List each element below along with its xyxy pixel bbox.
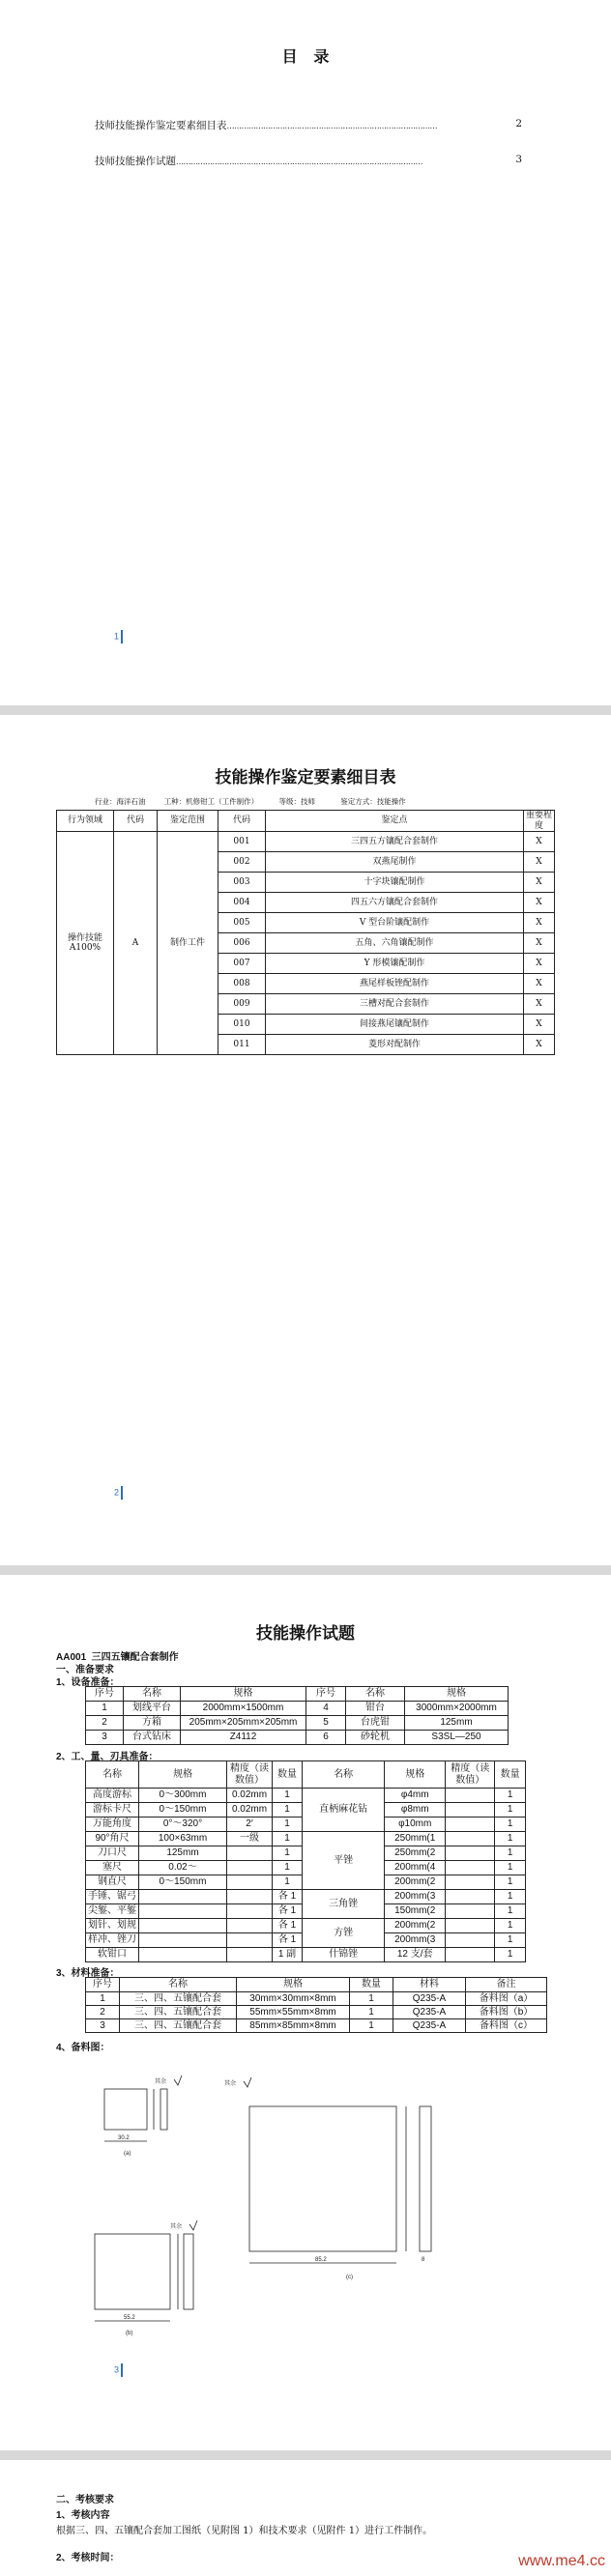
cell: 三、四、五镶配合套 — [120, 1992, 237, 2006]
cell: 1 — [495, 1904, 526, 1919]
rough-note-a: 其余 — [155, 2079, 167, 2085]
col-header: 规格 — [385, 1761, 446, 1789]
cell: 1 — [495, 1875, 526, 1890]
cell: 125mm — [405, 1716, 509, 1731]
point-name: 四五六方镶配合套制作 — [266, 893, 524, 913]
fig-label-a: (a) — [124, 2151, 131, 2157]
cell: 1 — [495, 1832, 526, 1846]
cell: 2 — [86, 1716, 124, 1731]
cell: 2 — [86, 2006, 120, 2019]
scope-cell: 制作工件 — [158, 832, 218, 1055]
cell: 样冲、锉刀 — [86, 1933, 139, 1948]
section-heading: 1、考核内容 — [56, 2510, 110, 2521]
cell: 200mm(3 — [385, 1933, 446, 1948]
cell: 1 — [273, 1875, 303, 1890]
cell: 85mm×85mm×8mm — [237, 2019, 350, 2033]
cell: 200mm(2 — [385, 1919, 446, 1933]
col-header: 材料 — [393, 1978, 466, 1992]
cell: 100×63mm — [139, 1832, 227, 1846]
col-header: 数量 — [273, 1761, 303, 1789]
point-name: 三槽对配合套制作 — [266, 994, 524, 1015]
cell: φ8mm — [385, 1803, 446, 1818]
cell: 台虎钳 — [346, 1716, 405, 1731]
cell: 4 — [306, 1702, 346, 1716]
point-level: X — [524, 832, 555, 852]
cell: 软钳口 — [86, 1948, 139, 1962]
domain-code-cell: A — [114, 832, 158, 1055]
cell: 0～300mm — [139, 1789, 227, 1803]
point-level: X — [524, 873, 555, 893]
detail-table — [56, 810, 555, 1055]
col-header: 代码 — [114, 811, 158, 832]
point-level: X — [524, 994, 555, 1015]
col-header: 序号 — [306, 1687, 346, 1702]
dim-30: 30.2 — [118, 2135, 130, 2141]
stock-b-front — [95, 2234, 170, 2309]
cell: 3 — [86, 1731, 124, 1745]
toc-entry-page: 3 — [515, 154, 522, 165]
col-header: 名称 — [303, 1761, 385, 1789]
point-name: 双燕尾制作 — [266, 852, 524, 873]
tool-group: 直柄麻花钻 — [303, 1789, 385, 1832]
cell: 55mm×55mm×8mm — [237, 2006, 350, 2019]
page-separator — [0, 705, 611, 715]
point-level: X — [524, 933, 555, 954]
page-separator — [0, 1565, 611, 1575]
cell: 0°～320° — [139, 1818, 227, 1832]
cell: 3000mm×2000mm — [405, 1702, 509, 1716]
cell: 1 — [273, 1818, 303, 1832]
cell: 6 — [306, 1731, 346, 1745]
point-code: 001 — [218, 832, 266, 852]
cell: 205mm×205mm×205mm — [181, 1716, 306, 1731]
point-code: 007 — [218, 954, 266, 974]
point-level: X — [524, 1035, 555, 1055]
col-header: 鉴定点 — [266, 811, 524, 832]
cell: 1 — [495, 1919, 526, 1933]
cell: 1 — [495, 1948, 526, 1962]
toc-entry-page: 2 — [515, 118, 522, 129]
cell: 1 — [495, 1861, 526, 1875]
domain-cell: 操作技能 A100% — [57, 832, 114, 1055]
cell: 钳台 — [346, 1702, 405, 1716]
cell: 1 — [273, 1803, 303, 1818]
col-header: 代码 — [218, 811, 266, 832]
cell: 150mm(2 — [385, 1904, 446, 1919]
page-number: 3 — [114, 2363, 123, 2377]
col-header: 名称 — [124, 1687, 181, 1702]
point-code: 008 — [218, 974, 266, 994]
toc-entry[interactable] — [95, 118, 522, 131]
cell: 200mm(3 — [385, 1890, 446, 1904]
cell: 1 — [273, 1789, 303, 1803]
cell: S3SL—250 — [405, 1731, 509, 1745]
cell: 2′ — [227, 1818, 273, 1832]
cell: 250mm(1 — [385, 1832, 446, 1846]
col-header: 鉴定范围 — [158, 811, 218, 832]
cell: 30mm×30mm×8mm — [237, 1992, 350, 2006]
cell: 1 — [495, 1846, 526, 1861]
col-header: 序号 — [86, 1978, 120, 1992]
cell: 高度游标 — [86, 1789, 139, 1803]
cell: φ10mm — [385, 1818, 446, 1832]
cell: 0～150mm — [139, 1803, 227, 1818]
cell: 3 — [86, 2019, 120, 2033]
col-header: 备注 — [466, 1978, 547, 1992]
toc-entry-dots: ………………………………………………………………………………………… — [176, 157, 422, 166]
cell: 200mm(2 — [385, 1875, 446, 1890]
stock-c-side — [420, 2106, 431, 2251]
cell: 塞尺 — [86, 1861, 139, 1875]
col-header: 规格 — [405, 1687, 509, 1702]
cell: 1 — [86, 1702, 124, 1716]
cell: 各 1 — [273, 1890, 303, 1904]
stock-a-front — [104, 2089, 147, 2130]
cell: 尖錾、平錾 — [86, 1904, 139, 1919]
point-level: X — [524, 852, 555, 873]
cell: Q235-A — [393, 1992, 466, 2006]
dim-85: 85.2 — [315, 2257, 327, 2263]
cell: 5 — [306, 1716, 346, 1731]
point-code: 002 — [218, 852, 266, 873]
col-header: 规格 — [139, 1761, 227, 1789]
page-number: 2 — [114, 1486, 123, 1500]
page-exam — [0, 1575, 611, 2450]
exam-content-text: 根据三、四、五镶配合套加工图纸（见附图 1）和技术要求（见附件 1）进行工件制作。 — [56, 2526, 433, 2536]
cell: φ4mm — [385, 1789, 446, 1803]
cell: 1 — [273, 1832, 303, 1846]
tool-group: 平锉 — [303, 1832, 385, 1890]
cell: 0～150mm — [139, 1875, 227, 1890]
col-header: 序号 — [86, 1687, 124, 1702]
point-code: 005 — [218, 913, 266, 933]
point-level: X — [524, 893, 555, 913]
toc-entry-dots: …………………………………………………………………………… — [226, 122, 437, 130]
cell: 250mm(2 — [385, 1846, 446, 1861]
fig-label-c: (c) — [346, 2275, 353, 2280]
point-code: 006 — [218, 933, 266, 954]
watermark: www.me4.cc — [518, 2553, 605, 2569]
toc-entry-label: 技师技能操作鉴定要素细目表 — [95, 120, 227, 131]
cell: 划针、划规 — [86, 1919, 139, 1933]
point-name: Y 形模镶配制作 — [266, 954, 524, 974]
page-separator — [0, 2450, 611, 2460]
exam-item-title: AA001 三四五镶配合套制作 — [56, 1652, 179, 1663]
cell: 1 — [86, 1992, 120, 2006]
col-header: 名称 — [120, 1978, 237, 1992]
tool-group: 三角锉 — [303, 1890, 385, 1919]
point-level: X — [524, 954, 555, 974]
cell: 1 — [495, 1818, 526, 1832]
section-heading: 一、准备要求 — [56, 1665, 114, 1675]
cell: Q235-A — [393, 2019, 466, 2033]
page-number: 1 — [114, 630, 123, 644]
col-header: 精度（读数值） — [227, 1761, 273, 1789]
toc-entry[interactable] — [95, 154, 522, 167]
point-name: V 型台阶镶配制作 — [266, 913, 524, 933]
cell: 1 — [350, 2006, 393, 2019]
point-code: 003 — [218, 873, 266, 893]
stock-b-side — [184, 2234, 193, 2309]
point-code: 011 — [218, 1035, 266, 1055]
point-name: 燕尾样板锉配制作 — [266, 974, 524, 994]
fig-label-b: (b) — [126, 2331, 133, 2336]
cell: 0.02mm — [227, 1789, 273, 1803]
cell: 125mm — [139, 1846, 227, 1861]
col-header: 名称 — [86, 1761, 139, 1789]
cell: 1 — [273, 1861, 303, 1875]
cell: 各 1 — [273, 1904, 303, 1919]
dim-55: 55.2 — [124, 2315, 135, 2321]
rough-note-b: 其余 — [170, 2224, 183, 2230]
cell: 各 1 — [273, 1919, 303, 1933]
cell: 1 — [495, 1933, 526, 1948]
col-header: 名称 — [346, 1687, 405, 1702]
col-header: 数量 — [350, 1978, 393, 1992]
cell: 万能角度 — [86, 1818, 139, 1832]
tool-group: 方锉 — [303, 1919, 385, 1948]
cell: 1 — [495, 1803, 526, 1818]
cell: 钢直尺 — [86, 1875, 139, 1890]
exam-title: 技能操作试题 — [256, 1624, 355, 1644]
cell: Q235-A — [393, 2006, 466, 2019]
cell: 1 — [495, 1789, 526, 1803]
cell: 刀口尺 — [86, 1846, 139, 1861]
detail-title: 技能操作鉴定要素细目表 — [215, 768, 396, 787]
cell: 三、四、五镶配合套 — [120, 2006, 237, 2019]
section-heading: 2、工、量、刃具准备： — [56, 1752, 159, 1762]
cell: 划线平台 — [124, 1702, 181, 1716]
toc-title: 目 录 — [281, 47, 330, 66]
cell: 手锤、锯弓 — [86, 1890, 139, 1904]
cell: 备料图（b） — [466, 2006, 547, 2019]
dim-8: 8 — [422, 2257, 425, 2263]
section-heading: 2、考核时间： — [56, 2553, 120, 2563]
cell: 200mm(4 — [385, 1861, 446, 1875]
section-heading: 二、考核要求 — [56, 2495, 114, 2505]
cell: 砂轮机 — [346, 1731, 405, 1745]
tool-group: 什锦锉 — [303, 1948, 385, 1962]
col-header: 精度（读数值） — [446, 1761, 495, 1789]
point-level: X — [524, 913, 555, 933]
cell: 1 副 — [273, 1948, 303, 1962]
point-level: X — [524, 974, 555, 994]
cell: 备料图（a） — [466, 1992, 547, 2006]
col-header: 规格 — [181, 1687, 306, 1702]
cell: 1 — [350, 2019, 393, 2033]
point-name: 三四五方镶配合套制作 — [266, 832, 524, 852]
col-header: 规格 — [237, 1978, 350, 1992]
cell: 2000mm×1500mm — [181, 1702, 306, 1716]
cell: 备料图（c） — [466, 2019, 547, 2033]
col-header: 重要程度 — [524, 811, 555, 832]
cell: 12 支/套 — [385, 1948, 446, 1962]
stock-c-front — [249, 2106, 396, 2251]
detail-meta: 行业：海洋石油 工种：机修钳工（工件制作） 等级：技师 鉴定方式：技能操作 — [95, 797, 406, 806]
cell: 台式钻床 — [124, 1731, 181, 1745]
col-header: 数量 — [495, 1761, 526, 1789]
point-name: 间接燕尾镶配制作 — [266, 1015, 524, 1035]
cell: 各 1 — [273, 1933, 303, 1948]
cell: 90°角尺 — [86, 1832, 139, 1846]
col-header: 行为领域 — [57, 811, 114, 832]
page-toc — [0, 0, 611, 705]
cell: 0.02～ — [139, 1861, 227, 1875]
point-name: 菱形对配制作 — [266, 1035, 524, 1055]
toc-entry-label: 技师技能操作试题 — [95, 156, 176, 167]
cell: 游标卡尺 — [86, 1803, 139, 1818]
cell: 0.02mm — [227, 1803, 273, 1818]
cell: 1 — [495, 1890, 526, 1904]
section-heading: 4、备料图： — [56, 2043, 110, 2053]
cell: 方箱 — [124, 1716, 181, 1731]
point-code: 009 — [218, 994, 266, 1015]
stock-drawings — [0, 1575, 611, 2450]
cell: 三、四、五镶配合套 — [120, 2019, 237, 2033]
point-code: 004 — [218, 893, 266, 913]
section-heading: 3、材料准备： — [56, 1968, 120, 1979]
cell: 1 — [350, 1992, 393, 2006]
cell: Z4112 — [181, 1731, 306, 1745]
page-detail — [0, 715, 611, 1565]
cell: 一级 — [227, 1832, 273, 1846]
point-level: X — [524, 1015, 555, 1035]
rough-note-c: 其余 — [224, 2081, 237, 2087]
cell: 1 — [273, 1846, 303, 1861]
stock-a-side — [160, 2089, 167, 2130]
section-heading: 1、设备准备： — [56, 1677, 120, 1688]
point-name: 五角、六角镶配制作 — [266, 933, 524, 954]
point-name: 十字块镶配制作 — [266, 873, 524, 893]
point-code: 010 — [218, 1015, 266, 1035]
